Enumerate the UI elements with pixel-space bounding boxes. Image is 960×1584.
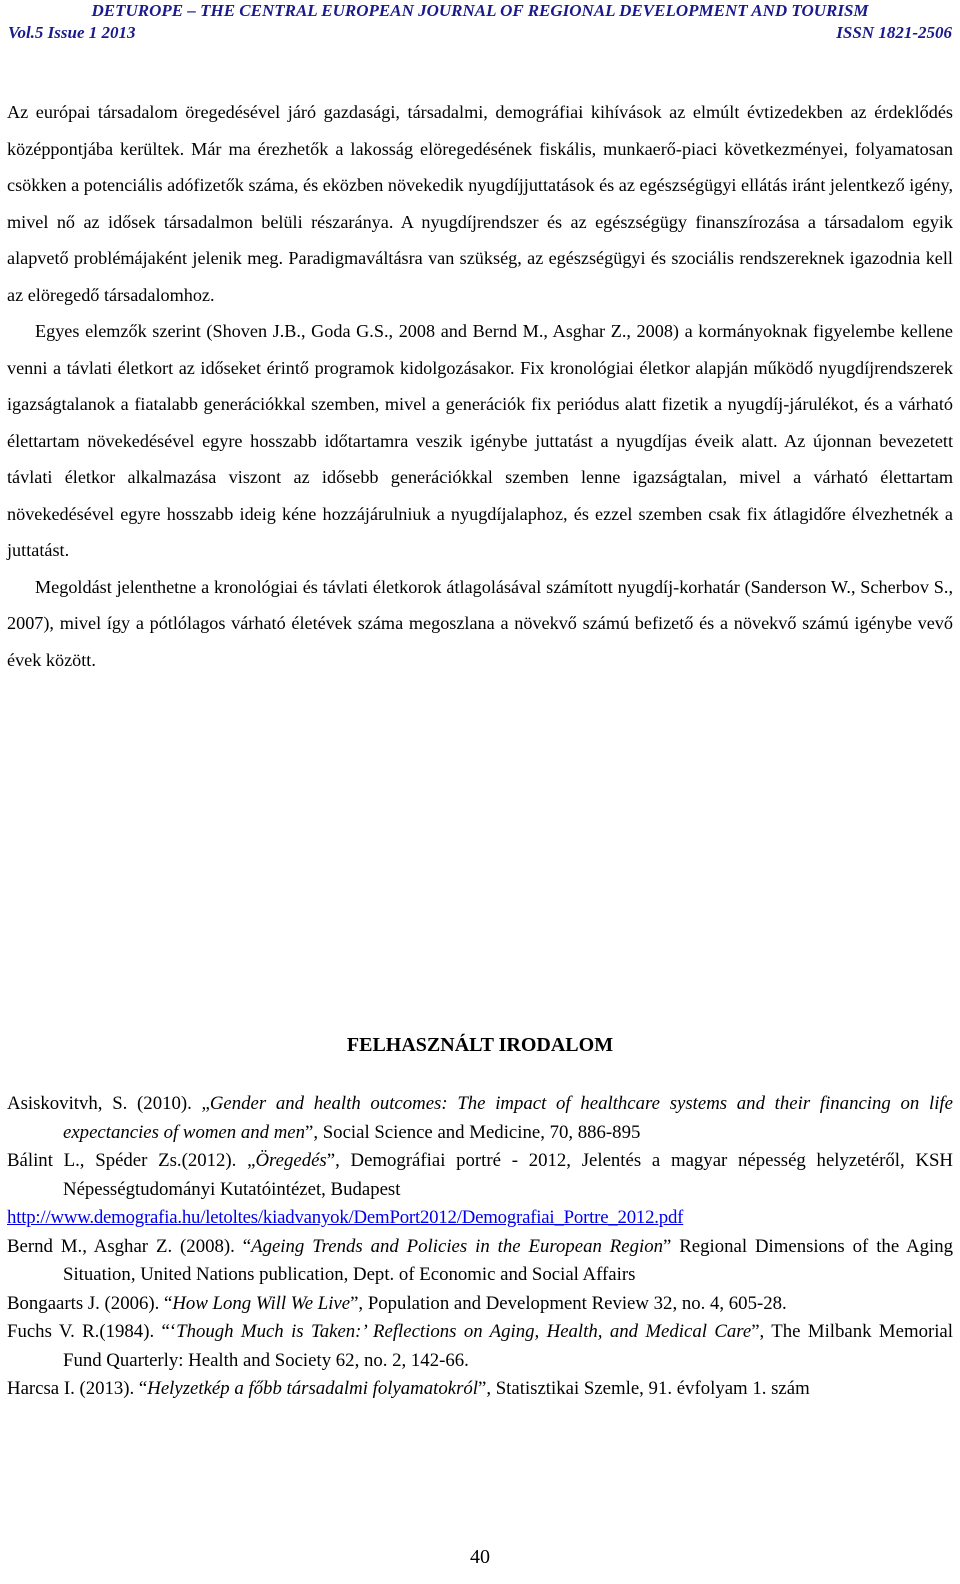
- issn: ISSN 1821-2506: [836, 23, 952, 42]
- reference-title: How Long Will We Live: [172, 1292, 351, 1314]
- reference-balint: Bálint L., Spéder Zs.(2012). „Öregedés”, Demográfiai portré - 2012, Jelentés a magyar népesség helyzetéről, KSH Népességtudományi Kutatóintézet, Budapest: [7, 1150, 953, 1200]
- page-number: 40: [470, 1546, 490, 1568]
- references-list: [7, 1090, 953, 1404]
- volume-issue: Vol.5 Issue 1 2013: [8, 23, 136, 42]
- reference-title: Gender and health outcomes: The impact of healthcare systems and their financing on life expectancies of women and men: [63, 1093, 953, 1143]
- reference-link: [7, 1204, 953, 1233]
- reference-bongaarts: Bongaarts J. (2006). “How Long Will We Live”, Population and Development Review 32, no. 4, 605-28.: [7, 1292, 787, 1314]
- header-meta: [8, 22, 952, 44]
- paragraph-2: Egyes elemzők szerint (Shoven J.B., Goda G.S., 2008 and Bernd M., Asghar Z., 2008) a kormányoknak figyelembe kellene venni a távlati életkort az időseket érintő programok kidolgozásakor. Fix kronológiai életkor alapján működő nyugdíjrendszerek igazságtalanok a fiatalabb generációkkal szemben, mivel a generációk fix periódus alatt fizetik a nyugdíj-járulékot, és a várható élettartam növekedésével egyre hosszabb időtartamra veszik igénybe juttatást a nyugdíjas éveik alatt. Az újonnan bevezetett távlati életkor alkalmazása viszont az idősebb generációkkal szemben lenne igazságtalan, mivel a várható élettartam növekedésével egyre hosszabb ideig kéne hozzájárulniuk a nyugdíjalaphoz, és ezzel szemben csak fix átlagidőre élvezhetnék a juttatást.: [7, 321, 953, 560]
- reference-fuchs: Fuchs V. R.(1984). “‘Though Much is Taken:’ Reflections on Aging, Health, and Medical Care”, The Milbank Memorial Fund Quarterly: Health and Society 62, no. 2, 142-66.: [7, 1321, 953, 1371]
- paragraph-3: Megoldást jelenthetne a kronológiai és távlati életkorok átlagolásával számított nyugdíj-korhatár (Sanderson W., Scherbov S., 2007), mivel így a pótlólagos várható életévek száma megoszlana a növekvő számú befizető és a növekvő számú igénybe vevő évek között.: [7, 576, 953, 670]
- reference-title: Helyzetkép a főbb társadalmi folyamatokról: [147, 1378, 478, 1399]
- journal-header: [8, 0, 952, 44]
- reference-asiskovitvh: Asiskovitvh, S. (2010). „Gender and health outcomes: The impact of healthcare systems and their financing on life expectancies of women and men”, Social Science and Medicine, 70, 886-895: [7, 1093, 953, 1143]
- reference-title: Ageing Trends and Policies in the European Region: [251, 1235, 663, 1257]
- body-text: [7, 94, 953, 678]
- references-heading: FELHASZNÁLT IRODALOM: [346, 1034, 614, 1056]
- reference-title: Though Much is Taken:’ Reflections on Aging, Health, and Medical Care: [176, 1321, 752, 1342]
- journal-title: DETUROPE – THE CENTRAL EUROPEAN JOURNAL OF REGIONAL DEVELOPMENT AND TOURISM: [91, 1, 869, 20]
- reference-bernd: Bernd M., Asghar Z. (2008). “Ageing Trends and Policies in the European Region” Regional Dimensions of the Aging Situation, United Nations publication, Dept. of Economic and Social Affairs: [7, 1235, 953, 1285]
- paragraph-1: Az európai társadalom öregedésével járó gazdasági, társadalmi, demográfiai kihívások az elmúlt évtizedekben az érdeklődés középpontjába kerültek. Már ma érezhetők a lakosság elöregedésének fiskális, munkaerő-piaci következményei, folyamatosan csökken a potenciális adófizetők száma, és eközben növekedik nyugdíjjuttatások és az egészségügyi ellátás iránt jelentkező igény, mivel nő az idősek társadalmon belüli részaránya. A nyugdíjrendszer és az egészségügy finanszírozása a társadalom egyik alapvető problémájaként jelenik meg. Paradigmaváltásra van szükség, az egészségügyi és szociális rendszereknek igazodnia kell az elöregedő társadalomhoz.: [7, 102, 953, 305]
- reference-harcsa: Harcsa I. (2013). “Helyzetkép a főbb társadalmi folyamatokról”, Statisztikai Szemle, 91. évfolyam 1. szám: [7, 1378, 810, 1399]
- demografia-link[interactable]: http://www.demografia.hu/letoltes/kiadvanyok/DemPort2012/Demografiai_Portre_2012.pdf: [7, 1207, 684, 1228]
- reference-title: Öregedés: [255, 1150, 327, 1171]
